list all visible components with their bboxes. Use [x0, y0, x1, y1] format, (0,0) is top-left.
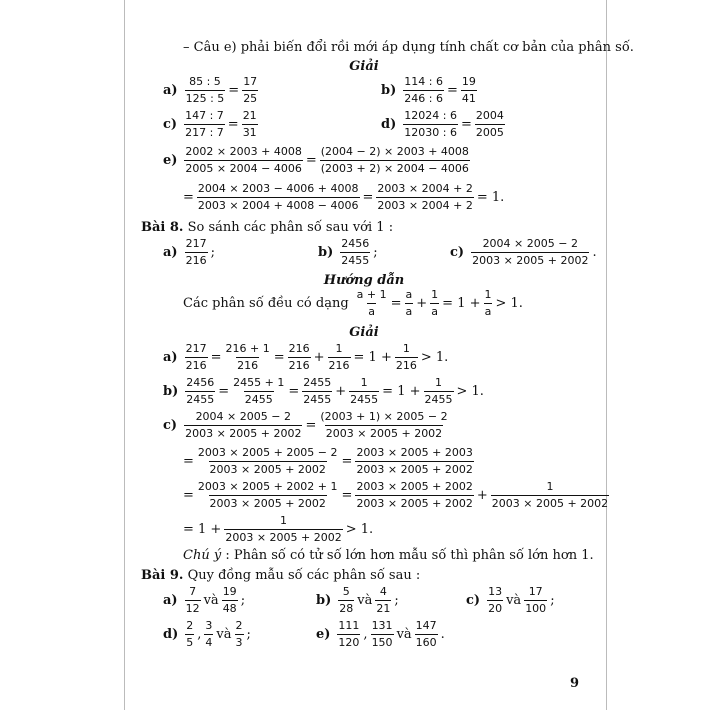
fraction: $\frac{1}{2003 \times 2005 + 2002}$ — [225, 514, 342, 544]
fraction: $\frac{19}{41}$ — [461, 75, 476, 105]
fraction: $\frac{216}{216}$ — [288, 342, 310, 372]
bai8-heading — [141, 220, 393, 235]
fraction: $\frac{1}{a}$ — [431, 288, 439, 318]
fraction: $\frac{17}{100}$ — [525, 585, 547, 615]
ex7-c: c) $\frac{147 : 7}{217 : 7}$ = $\frac{21}{31}$ — [163, 109, 257, 139]
ex7-d: d) $\frac{12024 : 6}{12030 : 6}$ = $\frac{2004}{2005}$ — [381, 109, 504, 139]
page-number: 9 — [570, 676, 580, 691]
heading-giai-1: Giải — [349, 59, 379, 74]
note-text: : Phân số có tử số lớn hơn mẫu số thì phân số lớn hơn 1. — [225, 548, 594, 563]
bai9-b: b) $\frac{5}{28}$ và $\frac{4}{21}$ ; — [316, 585, 399, 615]
sol8-b: b) $\frac{2456}{2455}$ = $\frac{2455 + 1}{2455}$ = $\frac{2455}{2455}$ + $\frac{1}{2455}$ = 1 + $\frac{1}{2455}$ > 1. — [163, 376, 484, 406]
bai9-e: e) $\frac{111}{120}$ , $\frac{131}{150}$ và $\frac{147}{160}$ . — [316, 619, 445, 649]
fraction: $\frac{a}{a}$ — [405, 288, 413, 318]
fraction: $\frac{a + 1}{a}$ — [356, 288, 387, 318]
fraction: $\frac{216 + 1}{216}$ — [225, 342, 270, 372]
heading-giai-2: Giải — [349, 325, 379, 340]
fraction: $\frac{2003 \times 2005 + 2002 + 1}{2003 \times 2005 + 2002}$ — [197, 480, 338, 510]
fraction: $\frac{7}{12}$ — [185, 585, 200, 615]
ex7-a: a) $\frac{85 : 5}{125 : 5}$ = $\frac{17}{25}$ — [163, 75, 258, 105]
sol8-c-step4: = 1 + $\frac{1}{2003 \times 2005 + 2002}$ > 1. — [183, 514, 374, 544]
fraction: $\frac{2004 \times 2005 - 2}{2003 \times 2005 + 2002}$ — [472, 237, 589, 267]
bai8-a: a) $\frac{217}{216}$ ; — [163, 237, 215, 267]
fraction: $\frac{2456}{2455}$ — [341, 237, 370, 267]
fraction: $\frac{2003 \times 2005 + 2005 - 2}{2003 \times 2005 + 2002}$ — [197, 446, 338, 476]
intro-text — [183, 40, 634, 55]
fraction: $\frac{21}{31}$ — [242, 109, 257, 139]
fraction: $\frac{5}{28}$ — [339, 585, 354, 615]
fraction: $\frac{147}{160}$ — [415, 619, 437, 649]
item-label: d) — [381, 117, 397, 132]
fraction: $\frac{2455}{2455}$ — [303, 376, 332, 406]
fraction: $\frac{17}{25}$ — [243, 75, 258, 105]
fraction: $\frac{(2004 - 2) \times 2003 + 4008}{(2003 + 2) \times 2004 - 4006}$ — [320, 145, 469, 175]
exercise-text: So sánh các phân số sau với 1 : — [187, 220, 394, 235]
fraction: $\frac{2003 \times 2005 + 2002}{2003 \times 2005 + 2002}$ — [356, 480, 473, 510]
item-label: c) — [163, 117, 178, 132]
fraction: $\frac{217}{216}$ — [185, 342, 207, 372]
fraction: $\frac{2455 + 1}{2455}$ — [233, 376, 285, 406]
ex7-e-cont: = $\frac{2004 \times 2003 - 4006 + 4008}{2003 \times 2004 + 4008 - 4006}$ = $\frac{2003 \times 2004 + 2}{2003 \times 2004 + 2}$ = 1. — [183, 182, 505, 212]
heading-huong-dan: Hướng dẫn — [323, 273, 405, 288]
fraction: $\frac{4}{21}$ — [376, 585, 391, 615]
fraction: $\frac{12024 : 6}{12030 : 6}$ — [404, 109, 457, 139]
fraction: $\frac{2004 \times 2003 - 4006 + 4008}{2003 \times 2004 + 4008 - 4006}$ — [197, 182, 359, 212]
fraction: $\frac{2003 \times 2005 + 2003}{2003 \times 2005 + 2002}$ — [356, 446, 473, 476]
fraction: $\frac{2}{3}$ — [235, 619, 243, 649]
fraction: $\frac{2}{5}$ — [186, 619, 194, 649]
fraction: $\frac{217}{216}$ — [185, 237, 207, 267]
bai9-c: c) $\frac{13}{20}$ và $\frac{17}{100}$ ; — [466, 585, 555, 615]
note-label: Chú ý — [183, 548, 222, 563]
fraction: $\frac{1}{216}$ — [395, 342, 417, 372]
fraction: $\frac{1}{a}$ — [484, 288, 492, 318]
fraction: $\frac{2003 \times 2004 + 2}{2003 \times 2004 + 2}$ — [377, 182, 473, 212]
item-label: e) — [163, 153, 178, 168]
sol8-c: c) $\frac{2004 \times 2005 - 2}{2003 \times 2005 + 2002}$ = $\frac{(2003 + 1) \times 2005 - 2}{2003 \times 2005 + 2002}$ — [163, 410, 448, 440]
note-line — [183, 548, 594, 563]
fraction: $\frac{131}{150}$ — [371, 619, 393, 649]
fraction: $\frac{114 : 6}{246 : 6}$ — [404, 75, 443, 105]
ex7-b: b) $\frac{114 : 6}{246 : 6}$ = $\frac{19}{41}$ — [381, 75, 476, 105]
item-label: a) — [163, 83, 178, 98]
fraction: $\frac{19}{48}$ — [222, 585, 237, 615]
item-label: b) — [381, 83, 397, 98]
fraction: $\frac{147 : 7}{217 : 7}$ — [185, 109, 224, 139]
sol8-c-step3: = $\frac{2003 \times 2005 + 2002 + 1}{2003 \times 2005 + 2002}$ = $\frac{2003 \times 2005 + 2002}{2003 \times 2005 + 2002}$ + $\frac{1}{2003 \times 2005 + 2002}$ — [183, 480, 609, 510]
sol8-a: a) $\frac{217}{216}$ = $\frac{216 + 1}{216}$ = $\frac{216}{216}$ + $\frac{1}{216}$ = 1 + $\frac{1}{216}$ > 1. — [163, 342, 449, 372]
bai9-a: a) $\frac{7}{12}$ và $\frac{19}{48}$ ; — [163, 585, 246, 615]
hint-line: Các phân số đều có dạng $\frac{a + 1}{a}$ = $\frac{a}{a}$ + $\frac{1}{a}$ = 1 + $\frac{1}{a}$ > 1. — [183, 288, 523, 318]
exercise-title: Bài 8. — [141, 220, 184, 235]
fraction: $\frac{2002 \times 2003 + 4008}{2005 \times 2004 - 4006}$ — [185, 145, 302, 175]
fraction: $\frac{111}{120}$ — [338, 619, 360, 649]
exercise-title: Bài 9. — [141, 568, 184, 583]
fraction: $\frac{(2003 + 1) \times 2005 - 2}{2003 \times 2005 + 2002}$ — [320, 410, 448, 440]
intro-sentence: – Câu e) phải biến đổi rồi mới áp dụng tính chất cơ bản của phân số. — [183, 40, 634, 55]
fraction: $\frac{1}{2455}$ — [350, 376, 379, 406]
bai8-b: b) $\frac{2456}{2455}$ ; — [318, 237, 378, 267]
fraction: $\frac{2456}{2455}$ — [186, 376, 215, 406]
ex7-e: e) $\frac{2002 \times 2003 + 4008}{2005 \times 2004 - 4006}$ = $\frac{(2004 - 2) \times 2003 + 4008}{(2003 + 2) \times 2004 - 4006}$ — [163, 145, 469, 175]
fraction: $\frac{85 : 5}{125 : 5}$ — [185, 75, 225, 105]
exercise-text: Quy đồng mẫu số các phân số sau : — [187, 568, 421, 583]
fraction: $\frac{1}{2003 \times 2005 + 2002}$ — [491, 480, 609, 510]
bai8-c: c) $\frac{2004 \times 2005 - 2}{2003 \times 2005 + 2002}$ . — [450, 237, 597, 267]
sol8-c-step2: = $\frac{2003 \times 2005 + 2005 - 2}{2003 \times 2005 + 2002}$ = $\frac{2003 \times 2005 + 2003}{2003 \times 2005 + 2002}$ — [183, 446, 473, 476]
fraction: $\frac{2004}{2005}$ — [475, 109, 504, 139]
bai9-d: d) $\frac{2}{5}$ , $\frac{3}{4}$ và $\frac{2}{3}$ ; — [163, 619, 251, 649]
fraction: $\frac{3}{4}$ — [205, 619, 213, 649]
bai9-heading — [141, 568, 420, 583]
fraction: $\frac{2004 \times 2005 - 2}{2003 \times 2005 + 2002}$ — [185, 410, 302, 440]
fraction: $\frac{1}{2455}$ — [424, 376, 453, 406]
fraction: $\frac{13}{20}$ — [488, 585, 503, 615]
fraction: $\frac{1}{216}$ — [328, 342, 350, 372]
